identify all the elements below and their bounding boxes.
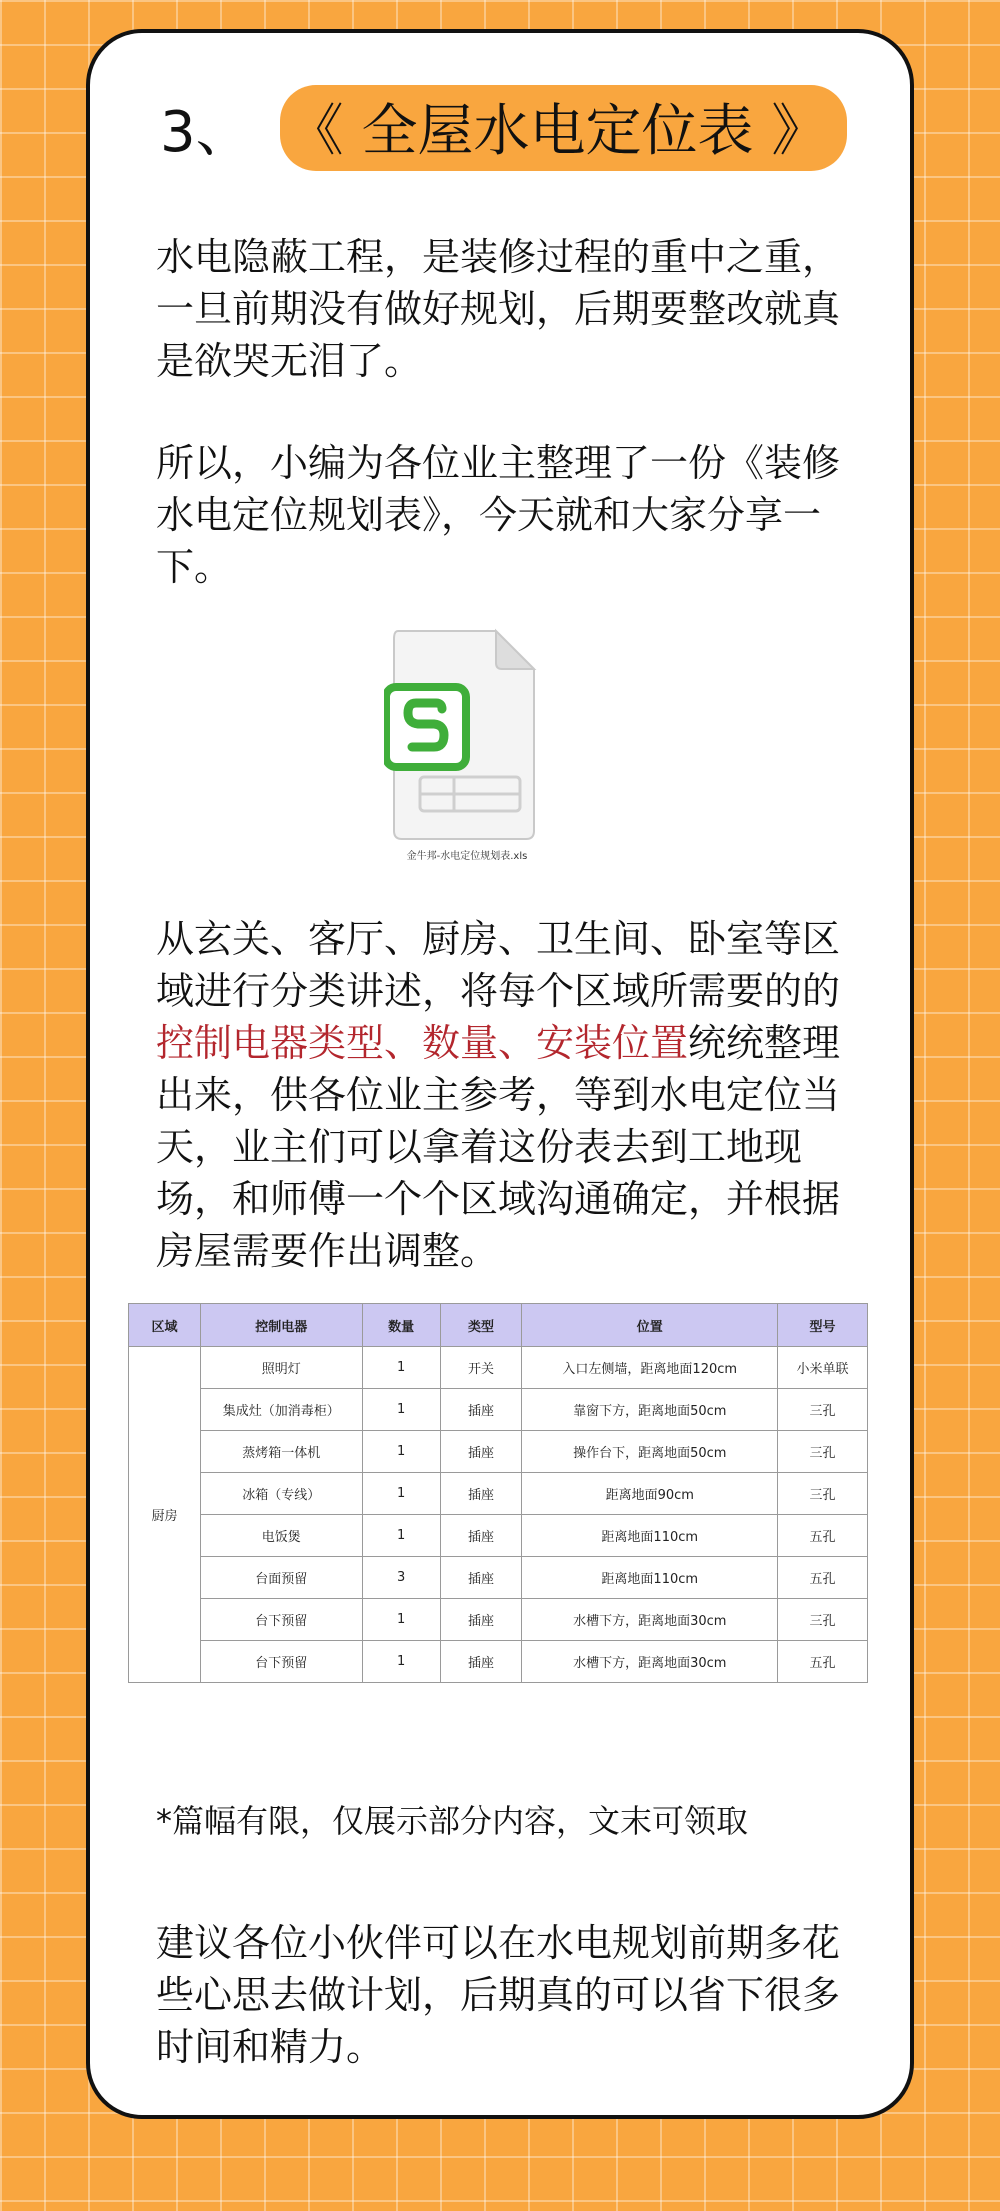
header-model: 型号 xyxy=(778,1304,868,1347)
table-cell: 电饭煲 xyxy=(200,1515,362,1557)
table-cell: 照明灯 xyxy=(200,1347,362,1389)
table-cell: 五孔 xyxy=(778,1557,868,1599)
header-position: 位置 xyxy=(522,1304,778,1347)
table-cell: 靠窗下方，距离地面50cm xyxy=(522,1389,778,1431)
table-cell: 插座 xyxy=(440,1641,522,1683)
table-cell: 台下预留 xyxy=(200,1641,362,1683)
table-row xyxy=(129,1473,868,1515)
table-header-row xyxy=(129,1304,868,1347)
table-cell: 距离地面110cm xyxy=(522,1515,778,1557)
positioning-table xyxy=(128,1303,868,1683)
paragraph-intro: 水电隐蔽工程，是装修过程的重中之重，一旦前期没有做好规划，后期要整改就真是欲哭无泪了。 xyxy=(156,235,841,383)
table-cell: 插座 xyxy=(440,1599,522,1641)
table-row xyxy=(129,1557,868,1599)
paragraph-text: 统统整理出来，供各位业主参考，等到水电定位当天，业主们可以拿着这份表去到工地现场，和师傅一个个区域沟通确定，并根据房屋需要作出调整。 xyxy=(156,1021,841,1273)
table-cell: 1 xyxy=(362,1515,440,1557)
table-cell: 集成灶（加消毒柜） xyxy=(200,1389,362,1431)
table-cell: 冰箱（专线） xyxy=(200,1473,362,1515)
table-cell: 五孔 xyxy=(778,1641,868,1683)
header-area: 区域 xyxy=(129,1304,201,1347)
table-row xyxy=(129,1515,868,1557)
table-row xyxy=(129,1389,868,1431)
table-cell: 插座 xyxy=(440,1431,522,1473)
table-cell: 1 xyxy=(362,1347,440,1389)
table-cell: 3 xyxy=(362,1557,440,1599)
table-cell: 插座 xyxy=(440,1389,522,1431)
table-cell: 入口左侧墙，距离地面120cm xyxy=(522,1347,778,1389)
paragraph-advice: 建议各位小伙伴可以在水电规划前期多花些心思去做计划，后期真的可以省下很多时间和精力。 xyxy=(156,1921,841,2069)
file-name[interactable]: 金牛邦-水电定位规划表.xls xyxy=(406,851,528,862)
table-cell: 插座 xyxy=(440,1515,522,1557)
table-cell: 操作台下，距离地面50cm xyxy=(522,1431,778,1473)
paragraph-description xyxy=(156,913,856,1277)
table-cell: 1 xyxy=(362,1641,440,1683)
area-cell: 厨房 xyxy=(129,1347,201,1683)
content-card xyxy=(86,29,914,2119)
header-quantity: 数量 xyxy=(362,1304,440,1347)
paragraph-text: 从玄关、客厅、厨房、卫生间、卧室等区域进行分类讲述，将每个区域所需要的的 xyxy=(156,917,841,1013)
table-row xyxy=(129,1641,868,1683)
table-cell: 蒸烤箱一体机 xyxy=(200,1431,362,1473)
section-title-highlight: 《 全屋水电定位表 》 xyxy=(280,85,848,171)
table-cell: 1 xyxy=(362,1431,440,1473)
table-cell: 三孔 xyxy=(778,1473,868,1515)
table-row xyxy=(129,1599,868,1641)
table-cell: 水槽下方，距离地面30cm xyxy=(522,1599,778,1641)
table-row xyxy=(129,1347,868,1389)
table-cell: 三孔 xyxy=(778,1599,868,1641)
table-cell: 台面预留 xyxy=(200,1557,362,1599)
table-row xyxy=(129,1431,868,1473)
section-title xyxy=(160,85,847,171)
table-cell: 台下预留 xyxy=(200,1599,362,1641)
header-appliance: 控制电器 xyxy=(200,1304,362,1347)
table-cell: 三孔 xyxy=(778,1431,868,1473)
table-cell: 三孔 xyxy=(778,1389,868,1431)
section-number: 3、 xyxy=(160,100,252,165)
table-cell: 1 xyxy=(362,1389,440,1431)
spreadsheet-file-icon[interactable] xyxy=(384,625,544,845)
table-cell: 水槽下方，距离地面30cm xyxy=(522,1641,778,1683)
table-cell: 距离地面90cm xyxy=(522,1473,778,1515)
table-cell: 五孔 xyxy=(778,1515,868,1557)
table-cell: 插座 xyxy=(440,1557,522,1599)
table-cell: 距离地面110cm xyxy=(522,1557,778,1599)
header-type: 类型 xyxy=(440,1304,522,1347)
table-cell: 1 xyxy=(362,1599,440,1641)
table-cell: 开关 xyxy=(440,1347,522,1389)
table-cell: 插座 xyxy=(440,1473,522,1515)
limited-content-note: *篇幅有限，仅展示部分内容，文末可领取 xyxy=(156,1802,749,1840)
table-cell: 小米单联 xyxy=(778,1347,868,1389)
table-cell: 1 xyxy=(362,1473,440,1515)
highlighted-text: 控制电器类型、数量、安装位置 xyxy=(156,1021,689,1065)
paragraph-share: 所以，小编为各位业主整理了一份《装修水电定位规划表》，今天就和大家分享一下。 xyxy=(156,441,841,589)
